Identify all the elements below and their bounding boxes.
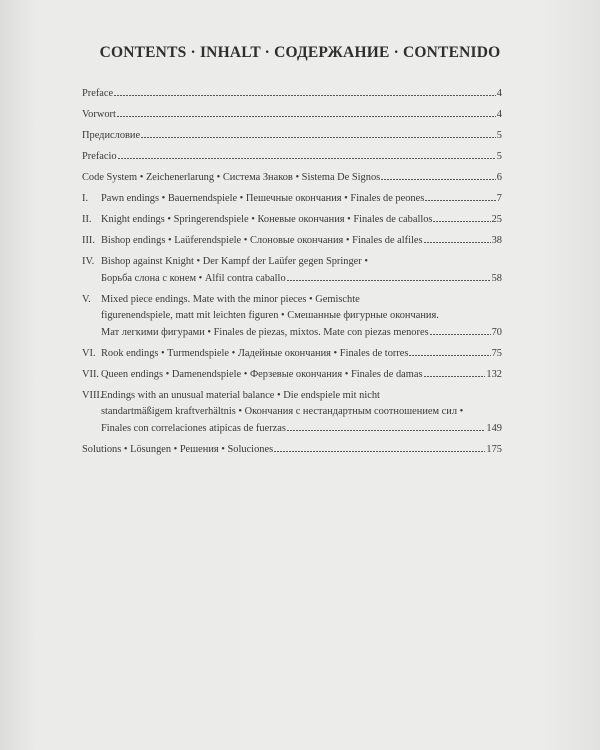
page-number: 75 (491, 347, 502, 359)
entry-title-line: Предисловие (82, 130, 141, 141)
toc-entry (82, 442, 502, 459)
entry-title-line: Pawn endings • Bauernendspiele • Пешечные окончания • Finales de peones (101, 193, 425, 204)
entry-title-line: Vorwort (82, 109, 116, 120)
page-number: 58 (491, 272, 502, 284)
chapter-numeral: VI. (82, 347, 96, 359)
page-number: 38 (491, 235, 502, 246)
dot-leader (117, 116, 496, 117)
entry-title-line: Finales con correlaciones atipicas de fuerzas (101, 422, 286, 434)
entry-title-line: Preface (82, 88, 114, 99)
page-number: 70 (491, 326, 502, 338)
toc-entry (82, 388, 502, 438)
chapter-numeral: I. (82, 193, 89, 204)
toc-entry (82, 149, 502, 166)
chapter-numeral: VIII. (82, 389, 103, 401)
entry-title-line: Code System • Zeichenerlarung • Система Знаков • Sistema De Signos (82, 172, 381, 183)
entry-title-line: Борьба слона с конем • Alfil contra caballo (101, 272, 286, 284)
dot-leader (409, 355, 490, 356)
page-number: 149 (486, 422, 502, 434)
entry-title-line: Endings with an unusual material balance • Die endspiele mit nicht (101, 389, 380, 401)
dot-leader (424, 242, 491, 243)
page-number: 175 (486, 443, 502, 455)
entry-title-line: standartmäßigem kraftverhältnis • Окончания с нестандартным соотношением сил • (101, 406, 464, 417)
chapter-numeral: VII. (82, 368, 100, 380)
dot-leader (433, 221, 490, 222)
dot-leader (381, 179, 496, 180)
entry-title-line: figurenendspiele, matt mit leichten figuren • Смешанные фигурные окончания. (101, 310, 439, 321)
chapter-numeral: V. (82, 293, 91, 305)
page-title: CONTENTS · INHALT · СОДЕРЖАНИЕ · CONTENIDO (99, 44, 501, 61)
entry-title-line: Мат легкими фигурами • Finales de piezas, mixtos. Mate con piezas menores (101, 326, 429, 338)
page-number: 4 (496, 109, 502, 120)
table-of-contents (82, 86, 502, 463)
toc-entry (82, 212, 502, 229)
page-number: 4 (496, 88, 502, 99)
chapter-numeral: IV. (82, 256, 95, 267)
dot-leader (430, 334, 491, 335)
entry-title-line: Solutions • Lösungen • Решения • Soluciones (82, 443, 274, 455)
entry-title-line: Bishop endings • Laüferendspiele • Слоновые окончания • Finales de alfiles (101, 235, 423, 246)
dot-leader (287, 280, 491, 281)
toc-entry (82, 170, 502, 187)
toc-entry (82, 233, 502, 250)
dot-leader (141, 137, 496, 138)
dot-leader (274, 451, 485, 452)
chapter-numeral: II. (82, 214, 92, 225)
dot-leader (114, 95, 496, 96)
toc-entry (82, 191, 502, 208)
chapter-numeral: III. (82, 235, 95, 246)
toc-entry (82, 367, 502, 384)
page-number: 5 (496, 130, 502, 141)
entry-title-line: Rook endings • Turmendspiele • Ладейные окончания • Finales de torres (101, 347, 409, 359)
entry-title-line: Prefacio (82, 151, 117, 162)
toc-entry (82, 107, 502, 124)
page-number: 25 (491, 214, 502, 225)
dot-leader (118, 158, 496, 159)
page-number: 6 (496, 172, 502, 183)
toc-entry (82, 346, 502, 363)
toc-entry (82, 292, 502, 342)
page-number: 5 (496, 151, 502, 162)
toc-entry (82, 254, 502, 287)
dot-leader (287, 430, 485, 431)
entry-title-line: Mixed piece endings. Mate with the minor pieces • Gemischte (101, 293, 360, 305)
toc-entry (82, 128, 502, 145)
dot-leader (425, 200, 496, 201)
entry-title-line: Queen endings • Damenendspiele • Ферзевые окончания • Finales de damas (101, 368, 423, 380)
entry-title-line: Bishop against Knight • Der Kampf der Laüfer gegen Springer • (101, 256, 368, 267)
page-number: 132 (486, 368, 502, 380)
entry-title-line: Knight endings • Springerendspiele • Коневые окончания • Finales de caballos (101, 214, 433, 225)
toc-entry (82, 86, 502, 103)
page-number: 7 (496, 193, 502, 204)
dot-leader (424, 376, 486, 377)
